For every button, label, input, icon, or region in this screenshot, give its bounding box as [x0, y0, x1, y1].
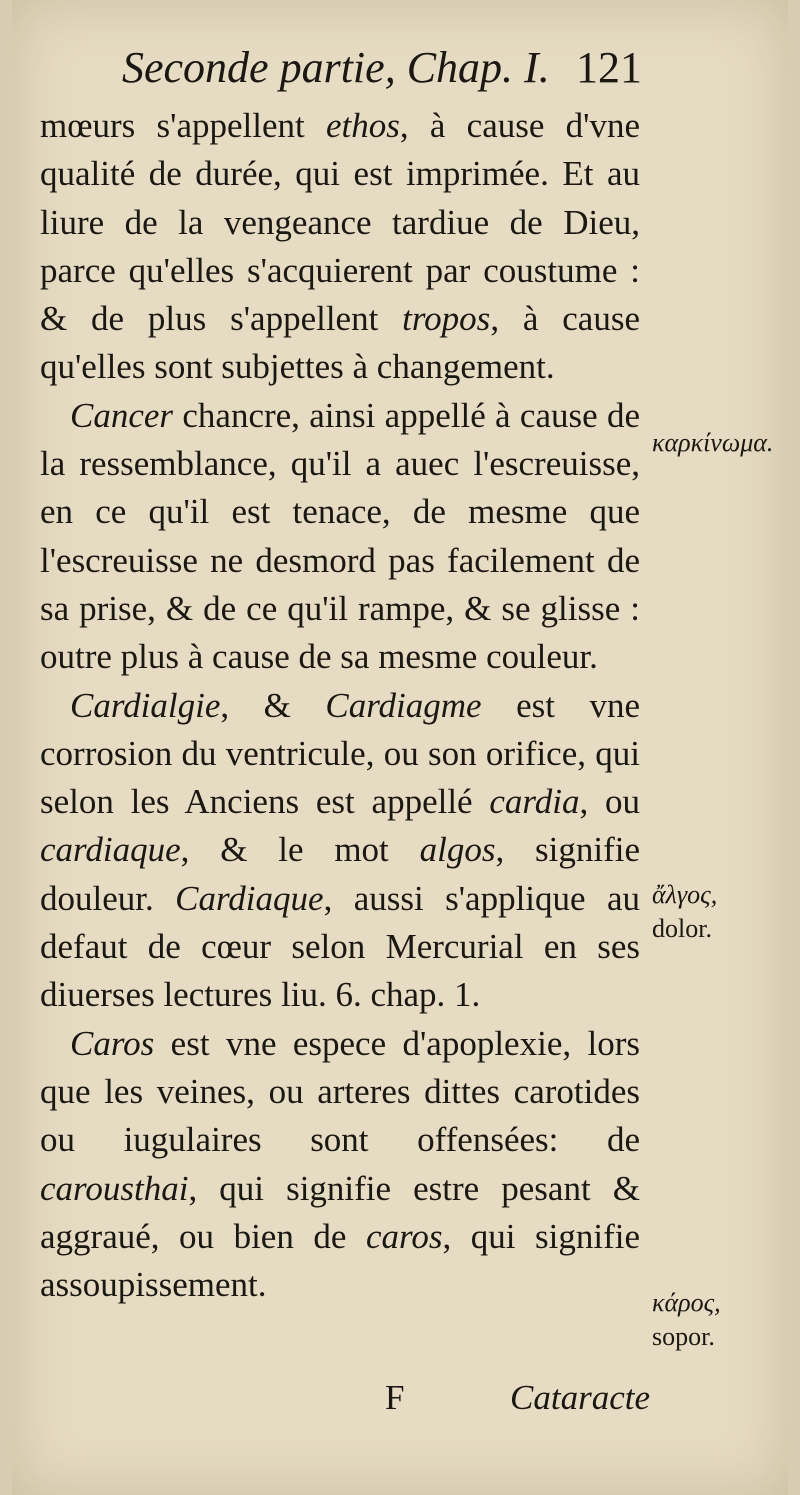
text-run: , aussi s'applique au defaut de cœur selon Mercurial en ses diuerses lectures liu. 6. chap. 1. [40, 878, 641, 1015]
text-run: , signifie douleur. [40, 830, 641, 918]
running-header [122, 42, 642, 93]
term-caros: Caros [70, 1023, 155, 1063]
text-run: , à cause qu'elles sont subjettes à changement. [40, 299, 640, 387]
greek-gloss: ἄλγος, [652, 880, 718, 909]
running-title: Seconde partie, Chap. I. [122, 43, 550, 92]
page-number: 121 [576, 43, 642, 92]
text-run: mœurs s'appellent [40, 106, 326, 145]
text-run: est vne espece d'apoplexie, lors que les veines, ou arteres dittes carotides ou iugulaires sont offensées: de [40, 1023, 640, 1160]
term-carousthai: carousthai [40, 1168, 189, 1208]
term-caros-2: caros [365, 1216, 443, 1256]
text-run: , qui signifie estre pesant & aggraué, ou bien de [40, 1168, 640, 1256]
book-page [12, 0, 788, 1495]
text-run: est vne corrosion du ventricule, ou son orifice, qui selon les Anciens est appellé [40, 685, 640, 822]
term-tropos: tropos [402, 299, 491, 339]
paragraph-ethos [40, 102, 640, 392]
margin-note-karos [652, 1286, 800, 1354]
greek-gloss: κάρος, [652, 1288, 721, 1317]
paragraph-cancer [40, 392, 640, 682]
paragraph-caros [40, 1020, 640, 1310]
term-cardiaque-2: Cardiaque [175, 878, 324, 918]
term-cardia: cardia [489, 782, 580, 822]
latin-gloss: sopor. [652, 1322, 715, 1351]
term-algos: algos [419, 830, 496, 870]
margin-note-algos [652, 878, 800, 946]
paragraph-cardialgie [40, 682, 640, 1020]
term-cardiaque: cardiaque [40, 830, 181, 870]
margin-note-karkinoma [652, 426, 800, 460]
term-cardialgie: Cardialgie [70, 685, 221, 725]
signature-mark: F [385, 1378, 405, 1417]
body-text [40, 102, 640, 1309]
text-run: , & le mot [180, 830, 420, 870]
text-run: chancre, ainsi appellé à cause de la ressemblance, qu'il a auec l'escreuisse, en ce qu'il est tenace, de mesme que l'escreuisse ne desmord pas facilement de sa prise, & de ce qu'il rampe, & se glisse : outre plus à cause de sa mesme couleur. [40, 395, 640, 677]
text-run: , ou [579, 782, 641, 822]
text-run: , à cause d'vne qualité de durée, qui est imprimée. Et au liure de la vengeance tardiue de Dieu, parce qu'elles s'acquierent par coustume : & de plus s'appellent [40, 106, 641, 339]
greek-gloss: καρκίνωμα. [652, 428, 774, 457]
term-ethos: ethos [326, 106, 400, 145]
latin-gloss: dolor. [652, 914, 712, 943]
term-cancer: Cancer [70, 395, 174, 435]
term-cardiagme: Cardiagme [325, 685, 482, 725]
catchword: Cataracte [510, 1378, 650, 1417]
text-run: , & [220, 685, 326, 725]
text-run: , qui signifie assoupissement. [40, 1216, 640, 1305]
